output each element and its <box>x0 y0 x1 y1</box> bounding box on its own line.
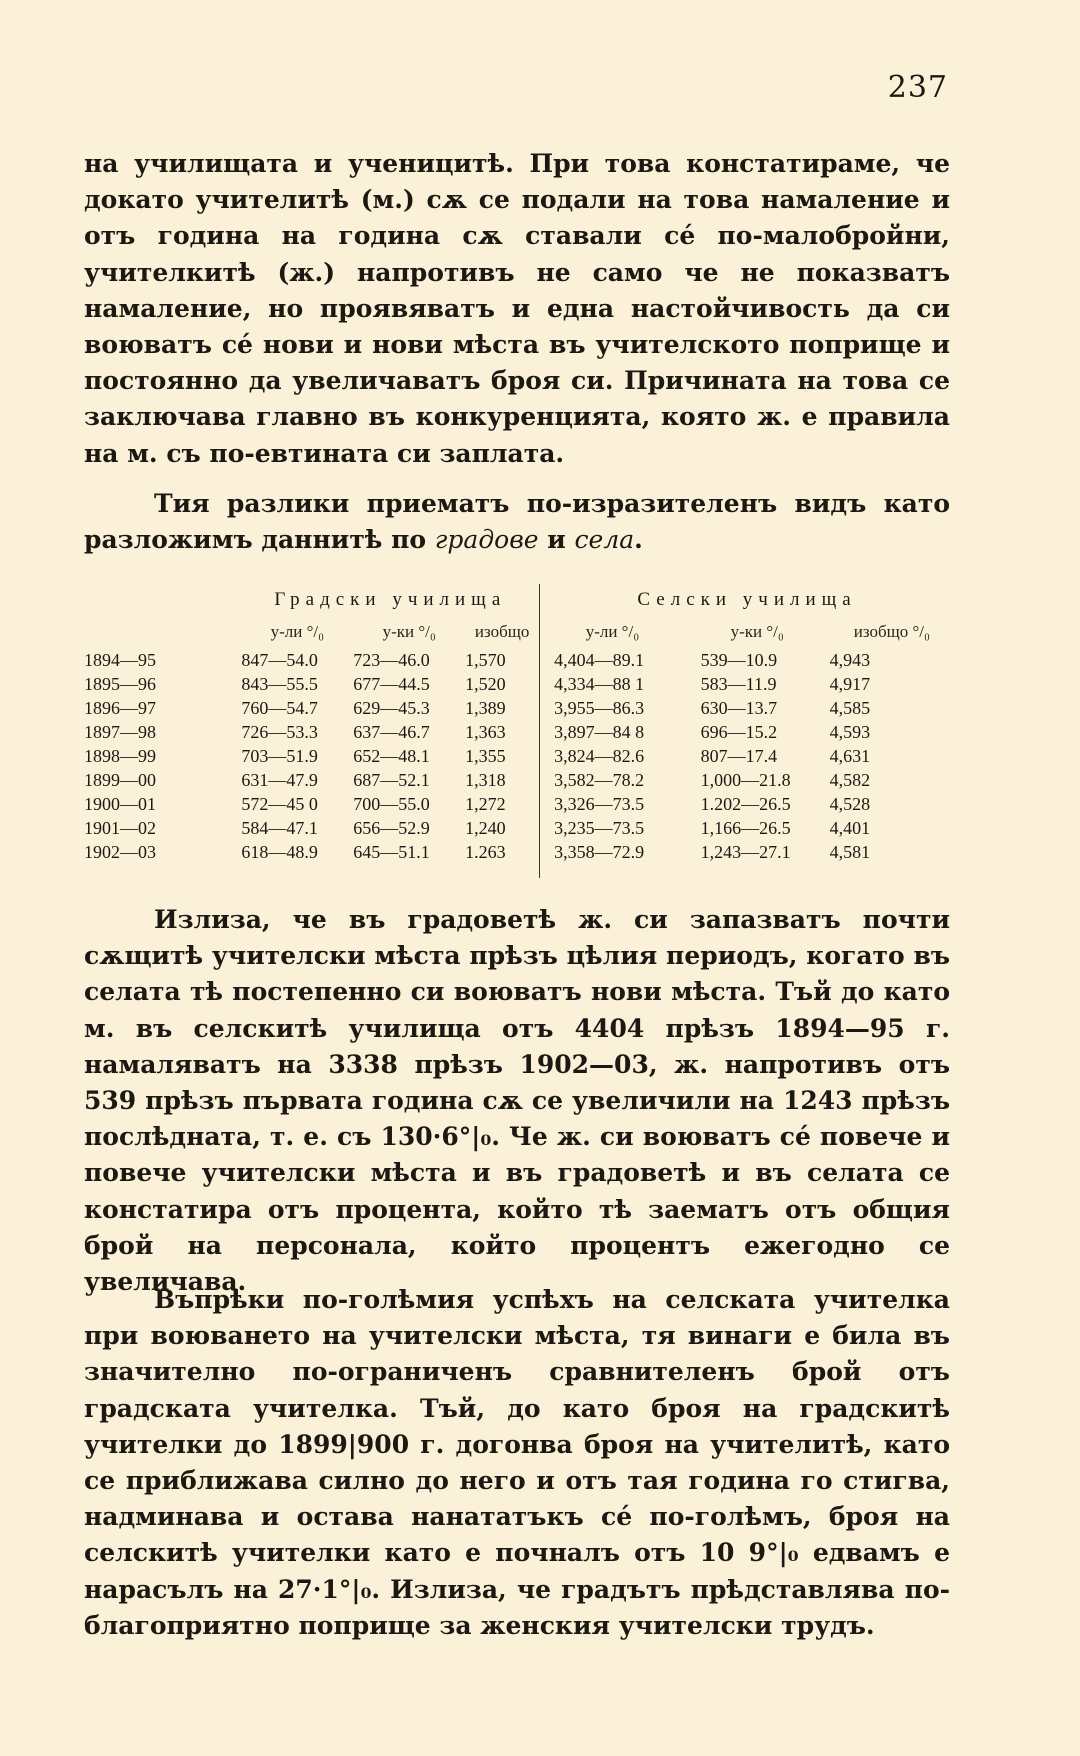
city-male-cell: 631—47.9 <box>241 769 318 790</box>
village-female-cell: 1,166—26.5 <box>700 817 791 838</box>
statistics-table <box>84 584 964 878</box>
year-cell: 1898—99 <box>84 745 156 766</box>
village-female-cell: 696—15.2 <box>700 721 778 742</box>
paragraph-1 <box>84 146 950 472</box>
paragraph-2-text <box>84 486 950 558</box>
city-female-cell: 637—46.7 <box>353 721 430 742</box>
year-header-blank <box>84 584 241 616</box>
city-total-cell: 1,520 <box>465 673 506 694</box>
village-male-cell: 3,897—84 8 <box>540 720 685 744</box>
city-male-cell: 726—53.3 <box>241 721 318 742</box>
village-total-header: изобщо °/₀ <box>853 622 930 641</box>
city-total-cell: 1,389 <box>465 697 506 718</box>
village-female-cell: 1,243—27.1 <box>700 841 791 862</box>
village-female-cell: 630—13.7 <box>700 697 778 718</box>
paragraph-4 <box>84 1282 950 1644</box>
table-row <box>84 648 954 672</box>
emphasis-villages: села <box>574 525 635 555</box>
city-total-cell: 1,318 <box>465 769 506 790</box>
city-male-cell: 843—55.5 <box>241 673 318 694</box>
year-cell: 1894—95 <box>84 649 156 670</box>
city-schools-header: Градски училища <box>274 589 507 610</box>
village-total-cell: 4,528 <box>829 793 871 814</box>
city-male-cell: 572—45 0 <box>241 793 318 814</box>
table-row <box>84 672 954 696</box>
table-row <box>84 744 954 768</box>
village-male-header: у-ли °/₀ <box>540 616 685 648</box>
city-total-cell: 1,570 <box>465 649 506 670</box>
paragraph-2-part-3: . <box>634 525 643 555</box>
city-female-cell: 629—45.3 <box>353 697 430 718</box>
year-cell: 1902—03 <box>84 841 156 862</box>
table-spacer-row <box>84 864 954 878</box>
city-total-cell: 1.263 <box>465 841 506 862</box>
city-female-cell: 700—55.0 <box>353 793 430 814</box>
paragraph-4-text: Въпрѣки по-голѣмия успѣхъ на селската учителка при воюването на учителски мѣста, тя винаги е била въ значително по-ограниченъ сравнителенъ брой отъ градската учителка. Тъй, до като броя на градскитѣ учителки до 1899|900 г. догонва броя на учителитѣ, като се приближава силно до него и отъ тая година го стигва, надминава и остава нанататъкъ сé по-голѣмъ, броя на селскитѣ учителки като е почналъ отъ 10 9°|₀ едвамъ е нарасълъ на 27·1°|₀. Излиза, че градътъ прѣдставлява по-благоприятно поприще за женския учителски трудъ. <box>84 1285 950 1640</box>
table-row <box>84 840 954 864</box>
city-male-cell: 584—47.1 <box>241 817 318 838</box>
year-subheader-blank <box>84 616 241 648</box>
table-row <box>84 792 954 816</box>
village-total-cell: 4,593 <box>829 721 871 742</box>
emphasis-cities: градове <box>434 525 539 555</box>
year-cell: 1900—01 <box>84 793 156 814</box>
year-cell: 1901—02 <box>84 817 156 838</box>
village-female-cell: 539—10.9 <box>700 649 778 670</box>
city-total-cell: 1,363 <box>465 721 506 742</box>
village-male-cell: 3,235—73.5 <box>540 816 685 840</box>
city-total-cell: 1,240 <box>465 817 506 838</box>
city-female-cell: 723—46.0 <box>353 649 430 670</box>
paragraph-2-part-2: и <box>538 525 575 555</box>
village-total-cell: 4,582 <box>829 769 871 790</box>
page-number: 237 <box>887 70 948 105</box>
village-male-cell: 4,334—88 1 <box>540 672 685 696</box>
village-total-cell: 4,631 <box>829 745 871 766</box>
paragraph-3 <box>84 902 950 1300</box>
city-female-header: у-ки °/₀ <box>382 622 436 641</box>
city-male-cell: 618—48.9 <box>241 841 318 862</box>
city-male-cell: 703—51.9 <box>241 745 318 766</box>
year-cell: 1895—96 <box>84 673 156 694</box>
table-row <box>84 768 954 792</box>
village-female-cell: 583—11.9 <box>700 673 777 694</box>
village-male-cell: 3,326—73.5 <box>540 792 685 816</box>
village-male-cell: 3,955—86.3 <box>540 696 685 720</box>
village-total-cell: 4,917 <box>829 673 871 694</box>
village-male-cell: 3,358—72.9 <box>540 840 685 864</box>
village-male-cell: 3,582—78.2 <box>540 768 685 792</box>
year-cell: 1899—00 <box>84 769 156 790</box>
year-cell: 1897—98 <box>84 721 156 742</box>
table-row <box>84 816 954 840</box>
village-male-cell: 3,824—82.6 <box>540 744 685 768</box>
village-female-cell: 1.202—26.5 <box>700 793 791 814</box>
village-female-header: у-ки °/₀ <box>730 622 784 641</box>
city-total-cell: 1,272 <box>465 793 506 814</box>
table-row <box>84 696 954 720</box>
table-row <box>84 720 954 744</box>
city-total-cell: 1,355 <box>465 745 506 766</box>
paragraph-2-part-1: Тия разлики приематъ по-изразителенъ видъ като разложимъ даннитѣ по <box>84 489 950 555</box>
city-female-cell: 656—52.9 <box>353 817 430 838</box>
village-total-cell: 4,401 <box>829 817 871 838</box>
city-male-header: у-ли °/₀ <box>270 622 325 641</box>
year-cell: 1896—97 <box>84 697 156 718</box>
village-schools-header: Селски училища <box>540 584 954 616</box>
city-female-cell: 645—51.1 <box>353 841 430 862</box>
village-total-cell: 4,581 <box>829 841 871 862</box>
paragraph-2 <box>84 486 950 558</box>
city-female-cell: 687—52.1 <box>353 769 430 790</box>
village-female-cell: 807—17.4 <box>700 745 778 766</box>
village-female-cell: 1,000—21.8 <box>700 769 791 790</box>
city-male-cell: 760—54.7 <box>241 697 318 718</box>
village-male-cell: 4,404—89.1 <box>540 648 685 672</box>
paragraph-3-text: Излиза, че въ градоветѣ ж. си запазватъ почти сѫщитѣ учителски мѣста прѣзъ цѣлия периодъ, когато въ селата тѣ постепенно си воюватъ нови мѣста. Тъй до като м. въ селскитѣ училища отъ 4404 прѣзъ 1894—95 г. намаляватъ на 3338 прѣзъ 1902—03, ж. напротивъ отъ 539 прѣзъ първата година сѫ се увеличили на 1243 прѣзъ послѣдната, т. е. съ 130·6°|₀. Че ж. си воюватъ сé повече и повече учителски мѣста и въ градоветѣ и въ селата се констатира отъ процента, който тѣ заематъ отъ общия брой на персонала, който процентъ ежегодно се увеличава. <box>84 905 950 1297</box>
paragraph-1-text: на училищата и ученицитѣ. При това констатираме, че докато учителитѣ (м.) сѫ се подали на това намаление и отъ година на година сѫ ставали сé по-малобройни, учителкитѣ (ж.) напротивъ не само че не показватъ намаление, но проявяватъ и една настойчивость да си воюватъ сé нови и нови мѣста въ учителското поприще и постоянно да увеличаватъ броя си. Причината на това се заключава главно въ конкуренцията, която ж. е правила на м. съ по-евтината си заплата. <box>84 149 950 468</box>
city-female-cell: 677—44.5 <box>353 673 430 694</box>
village-total-cell: 4,943 <box>829 649 871 670</box>
city-female-cell: 652—48.1 <box>353 745 430 766</box>
village-total-cell: 4,585 <box>829 697 871 718</box>
city-male-cell: 847—54.0 <box>241 649 318 670</box>
city-total-header: изобщо <box>474 622 530 641</box>
